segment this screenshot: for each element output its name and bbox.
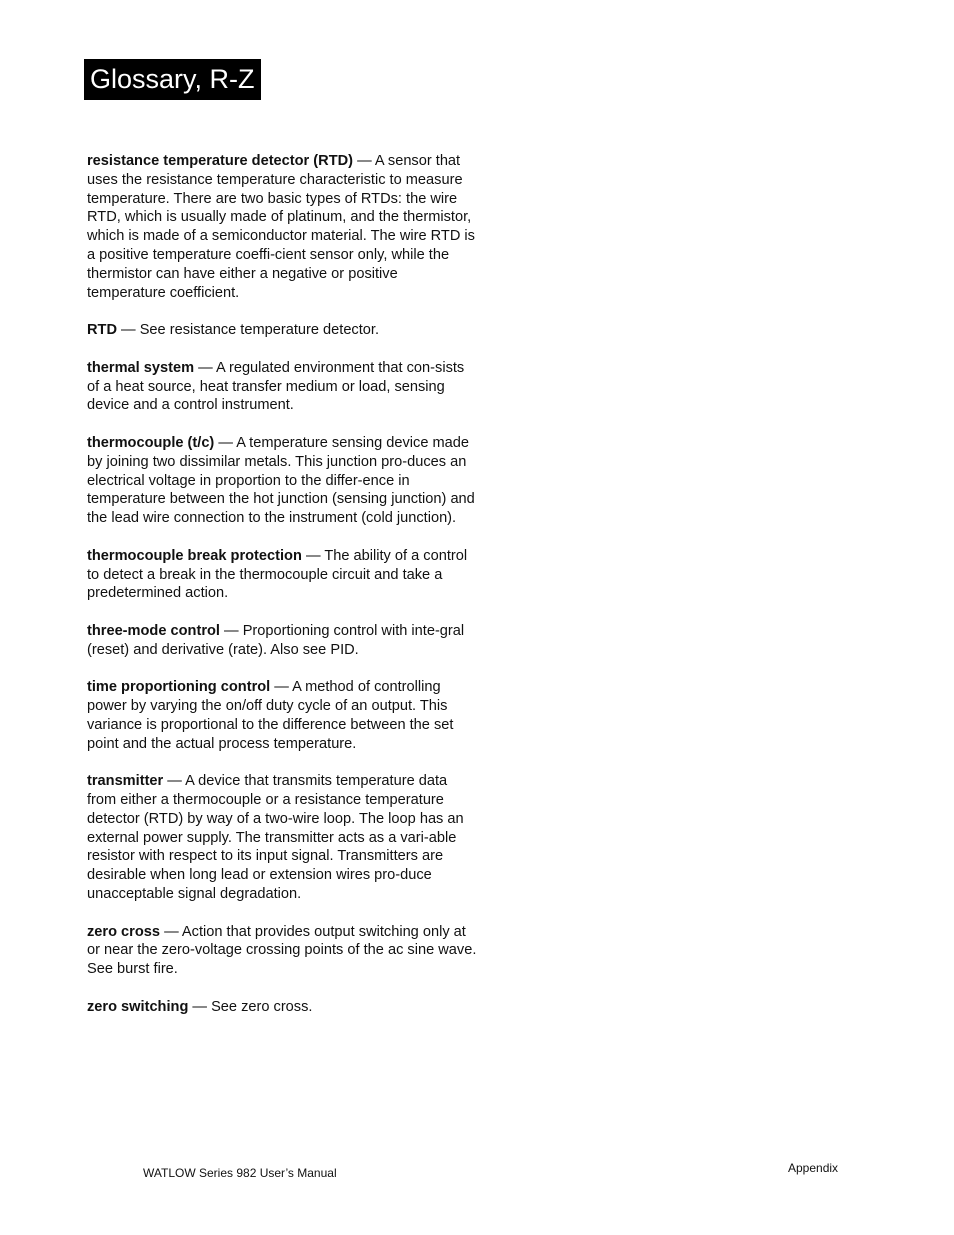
glossary-definition: See zero cross.: [211, 998, 313, 1015]
em-dash: —: [353, 153, 375, 169]
glossary-entry: [87, 772, 479, 904]
glossary-entry: [87, 622, 479, 660]
glossary-term: transmitter: [87, 773, 164, 790]
glossary-term: zero switching: [87, 998, 189, 1015]
glossary-term: resistance temperature detector (RTD): [87, 153, 354, 169]
glossary-definition: Action that provides output switching only at or near the zero-voltage crossing points of the ac sine wave. See burst fire.: [87, 923, 477, 978]
em-dash: —: [214, 434, 237, 451]
glossary-definition: See resistance temperature detector.: [139, 322, 380, 339]
em-dash: —: [188, 998, 212, 1015]
em-dash: —: [270, 679, 293, 696]
page-title: Glossary, R-Z: [84, 59, 261, 100]
glossary-term: three-mode control: [87, 622, 220, 639]
glossary-entry: [87, 152, 479, 302]
em-dash: —: [194, 359, 216, 376]
glossary-term: time proportioning control: [87, 679, 271, 696]
glossary-entry: [87, 321, 479, 340]
glossary-definition: Proportioning control with inte-gral (reset) and derivative (rate). Also see PID.: [87, 622, 465, 658]
glossary-definition: A method of controlling power by varying the on/off duty cycle of an output. This variance is proportional to the difference between the set point and the actual process temperature.: [87, 679, 454, 752]
glossary-entry: [87, 998, 479, 1017]
glossary-definition: A device that transmits temperature data from either a thermocouple or a resistance temperature detector (RTD) by way of a two-wire loop. The loop has an external power supply. The transmitter acts as a vari-able resistor with respect to its input signal. Transmitters are desirable when long lead or extension wires pro-duce unacceptable signal degradation.: [87, 773, 464, 903]
glossary-definition: A temperature sensing device made by joining two dissimilar metals. This junction pro-duces an electrical voltage in proportion to the differ-ence in temperature between the hot junction (sensing junction) and the lead wire connection to the instrument (cold junction).: [87, 434, 475, 527]
footer-section-name: Appendix: [788, 1161, 839, 1175]
glossary-term: thermocouple (t/c): [87, 434, 215, 451]
glossary-entry: [87, 923, 479, 979]
em-dash: —: [301, 547, 325, 564]
glossary-definition: The ability of a control to detect a break in the thermocouple circuit and take a predetermined action.: [87, 547, 468, 602]
em-dash: —: [117, 322, 140, 339]
glossary-definition: A regulated environment that con-sists of a heat source, heat transfer medium or load, sensing device and a control instrument.: [87, 359, 465, 414]
glossary-definition: A sensor that uses the resistance temperature characteristic to measure temperature. There are two basic types of RTDs: the wire RTD, which is usually made of platinum, and the thermistor, which is made of a semiconductor material. The wire RTD is a positive temperature coeffi-cient sensor only, while the thermistor can have either a negative or positive temperature coefficient.: [87, 153, 475, 301]
footer-manual-title: WATLOW Series 982 User’s Manual: [143, 1166, 337, 1180]
glossary-entry: [87, 434, 479, 528]
glossary-entry: [87, 678, 479, 753]
glossary-list: [87, 152, 479, 1035]
glossary-term: thermal system: [87, 359, 195, 376]
glossary-term: RTD: [87, 322, 117, 339]
em-dash: —: [163, 773, 186, 790]
glossary-term: thermocouple break protection: [87, 547, 302, 564]
em-dash: —: [160, 923, 182, 940]
em-dash: —: [219, 622, 243, 639]
glossary-term: zero cross: [87, 923, 161, 940]
glossary-entry: [87, 359, 479, 415]
glossary-entry: [87, 547, 479, 603]
